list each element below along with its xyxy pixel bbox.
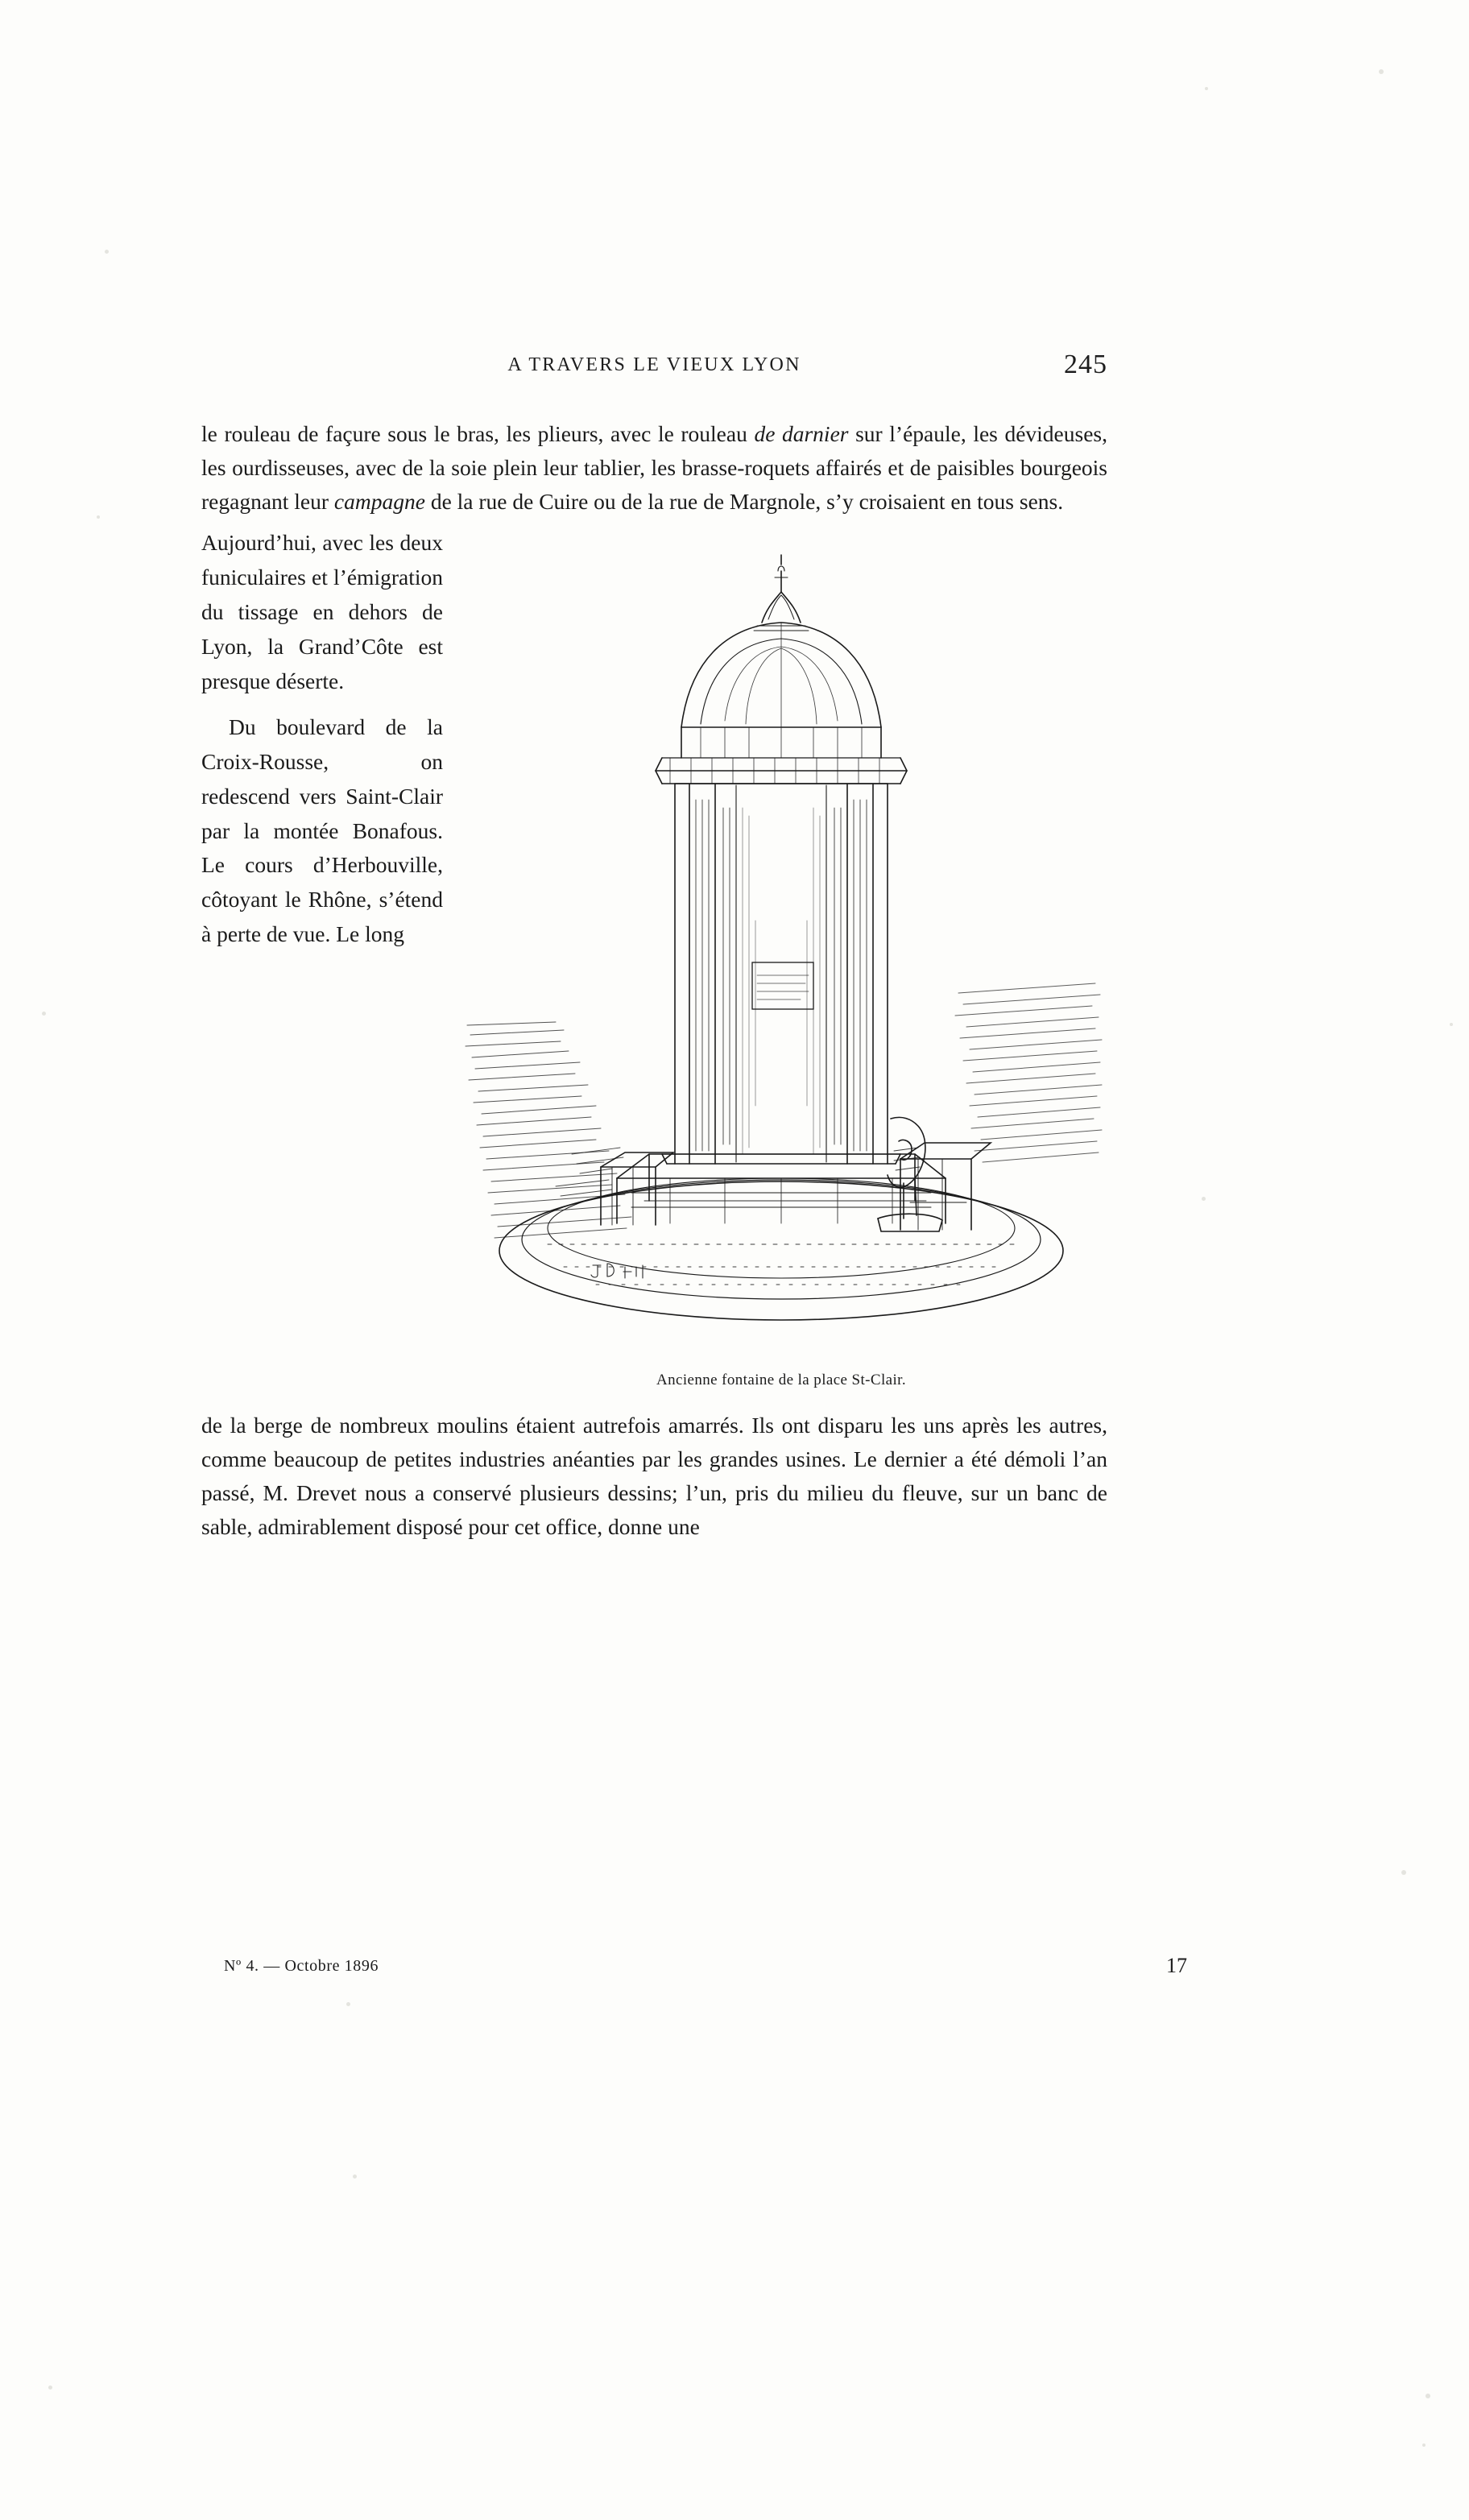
text-run: sur l’épaule, les dévideuses, les ourdisseuses, avec de la soie plein leur tablier, les brasse-roquets affairés et de paisibles bourgeois regagnant leur — [201, 421, 1107, 514]
narrow-text-column — [201, 526, 443, 952]
figure-fountain — [459, 542, 1103, 1389]
text-run: le rouleau de façure sous le bras, les plieurs, avec le rouleau — [201, 421, 755, 446]
signature-number: 17 — [1166, 1954, 1187, 1977]
paper-speck — [97, 515, 100, 519]
figure-and-column — [201, 526, 1107, 1404]
fountain-engraving — [459, 542, 1103, 1363]
text-block — [201, 350, 1107, 1546]
running-head — [201, 350, 1107, 391]
paper-speck — [1426, 2394, 1430, 2398]
figure-caption: Ancienne fontaine de la place St-Clair. — [656, 1372, 906, 1389]
page-number: 245 — [1064, 350, 1107, 379]
paper-speck — [353, 2174, 357, 2179]
running-head-title: A TRAVERS LE VIEUX LYON — [507, 354, 801, 375]
page-footer — [201, 1954, 1268, 1989]
paper-speck — [1205, 87, 1208, 90]
narrow-paragraph-1: Aujourd’hui, avec les deux funiculaires et l’émigration du tissage en dehors de Lyon, la Grand’Côte est presque déserte. — [201, 530, 443, 693]
italic-run: de darnier — [754, 421, 849, 446]
paper-speck — [1202, 1197, 1206, 1201]
text-run: de la rue de Cuire ou de la rue de Margnole, s’y croisaient en tous sens. — [424, 488, 1064, 514]
intro-paragraph — [201, 417, 1107, 518]
paper-speck — [1401, 1870, 1406, 1875]
paper-speck — [48, 2386, 52, 2390]
paper-speck — [105, 250, 109, 254]
paper-speck — [1450, 1023, 1453, 1026]
paper-speck — [346, 2002, 350, 2006]
paper-speck — [1422, 2443, 1426, 2447]
italic-run: campagne — [333, 488, 425, 514]
narrow-paragraph-2: Du boulevard de la Croix-Rousse, on redescend vers Saint-Clair par la montée Bonafous. Le cours d’Herbouville, côtoyant le Rhône, s’étend à perte de vue. Le long — [201, 714, 443, 947]
issue-line: Nº 4. — Octobre 1896 — [224, 1957, 379, 1975]
paper-speck — [42, 1012, 46, 1016]
paper-speck — [1379, 69, 1384, 74]
tail-paragraph: de la berge de nombreux moulins étaient autrefois amarrés. Ils ont disparu les uns après les autres, comme beaucoup de petites industries anéanties par les grandes usines. Le dernier a été démoli l’an passé, M. Drevet nous a conservé plusieurs dessins; l’un, pris du milieu du fleuve, sur un banc de sable, admirablement disposé pour cet office, donne une — [201, 1413, 1107, 1539]
